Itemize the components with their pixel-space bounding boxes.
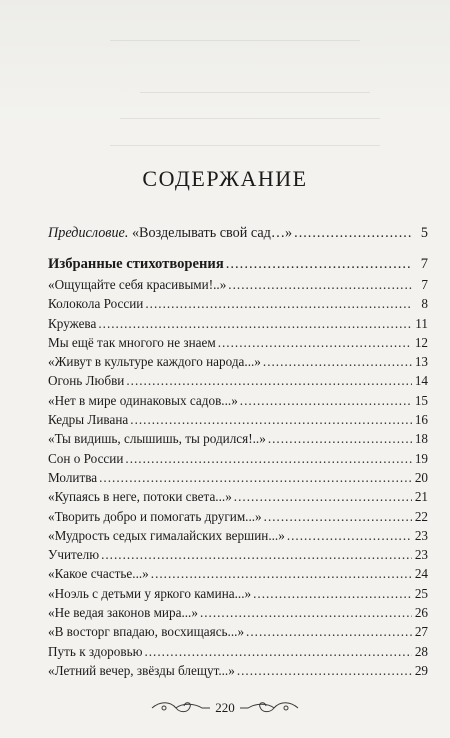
toc-section-row[interactable] [48,253,428,275]
toc-page-number: 7 [420,256,428,272]
toc-page-number: 25 [414,585,428,601]
toc-entry-title [48,222,292,244]
dot-leader [237,661,412,680]
page-number: 220 [211,700,239,716]
dot-leader [234,487,412,506]
dot-leader [228,275,412,294]
toc-page-number: 7 [421,277,428,292]
toc-page-number: 21 [414,489,428,505]
toc-entry-title: Огонь Любви [48,373,125,389]
toc-entry-title: Колокола России [48,296,144,312]
toc-entry-title: Сон о России [48,450,124,466]
dot-leader [246,622,412,641]
toc-entry-title: Мы ещё так многого не знаем [48,334,216,350]
dot-leader [125,449,412,468]
page-title: СОДЕРЖАНИЕ [142,166,308,191]
toc-entry-title: Путь к здоровью [48,643,143,659]
toc-page-number: 16 [414,412,428,428]
toc-page-number: 22 [414,508,428,524]
spacer [48,244,428,253]
toc-page-number: 18 [414,431,428,447]
toc-row[interactable] [48,545,428,564]
toc-entry-title: «Ощущайте себя красивыми!..» [48,277,227,292]
dot-leader [287,526,412,545]
dot-leader [294,222,412,244]
toc-entry-title: «Мудрость седых гималайских вершин...» [48,527,285,543]
toc-page-number: 26 [414,605,428,621]
dot-leader [151,564,412,583]
section-title: Избранные стихотворения [48,256,224,272]
toc-row[interactable] [48,526,428,545]
page-footer [150,697,300,719]
toc-entry-title: «Живут в культуре каждого народа...» [48,354,261,370]
toc-entry-title: «Купаясь в неге, потоки света...» [48,489,232,505]
toc-entry-title: «Ты видишь, слышишь, ты родился!..» [48,431,266,447]
toc-row[interactable] [48,275,428,294]
toc-page-number: 13 [414,354,428,370]
dot-leader [253,584,412,603]
toc-row[interactable] [48,642,428,661]
dot-leader [126,371,412,390]
toc-entry-title: «Творить добро и помогать другим...» [48,508,262,524]
toc-row[interactable] [48,487,428,506]
toc-page-number: 11 [415,315,428,331]
dot-leader [144,642,412,661]
dot-leader [263,352,412,371]
toc-row[interactable] [48,603,428,622]
toc-page-number: 15 [414,392,428,408]
toc-row[interactable] [48,294,428,313]
toc-page-number: 28 [414,643,428,659]
dot-leader [98,314,412,333]
dot-leader [99,468,412,487]
bleed-line [110,145,380,146]
toc-page-number: 8 [421,296,428,312]
table-of-contents [48,222,428,680]
toc-row[interactable] [48,391,428,410]
toc-row[interactable] [48,429,428,448]
preface-title: «Возделывать свой сад…» [131,225,293,241]
toc-page-number: 23 [414,547,428,563]
toc-row[interactable] [48,314,428,333]
dot-leader [130,410,412,429]
bleed-through-area [0,0,450,120]
toc-row[interactable] [48,507,428,526]
toc-entry-title: «Нет в мире одинаковых садов...» [48,392,238,408]
toc-entry-title: Молитва [48,469,98,485]
bleed-line [120,118,380,119]
toc-preface-row[interactable] [48,222,428,244]
toc-entries-list [48,275,428,680]
dot-leader [218,333,412,352]
toc-page-number: 12 [414,334,428,350]
toc-entry-title: «Не ведая законов мира...» [48,605,198,621]
toc-page-number: 20 [414,469,428,485]
toc-page-number: 24 [414,566,428,582]
toc-row[interactable] [48,622,428,641]
toc-row[interactable] [48,352,428,371]
toc-entry-title: Кедры Ливана [48,412,129,428]
toc-row[interactable] [48,468,428,487]
toc-entry-title: Кружева [48,315,97,331]
toc-page-number: 29 [414,662,428,678]
dot-leader [240,391,412,410]
bleed-line [110,40,360,41]
dot-leader [264,507,412,526]
toc-page-number: 27 [414,624,428,640]
toc-row[interactable] [48,661,428,680]
dot-leader [101,545,412,564]
toc-page-number: 19 [414,450,428,466]
toc-entry-title: «В восторг впадаю, восхищаясь...» [48,624,245,640]
toc-row[interactable] [48,333,428,352]
toc-entry-title: Учителю [48,547,100,563]
bleed-line [140,92,370,93]
toc-page-number: 5 [420,225,428,241]
toc-row[interactable] [48,564,428,583]
toc-page-number: 14 [414,373,428,389]
dot-leader [200,603,412,622]
toc-page-number: 23 [414,527,428,543]
toc-row[interactable] [48,449,428,468]
toc-entry-title: «Летний вечер, звёзды блещут...» [48,662,235,678]
toc-entry-title: «Какое счастье...» [48,566,149,582]
toc-row[interactable] [48,584,428,603]
toc-row[interactable] [48,371,428,390]
toc-entry-title: «Ноэль с детьми у яркого камина...» [48,585,252,601]
dot-leader [268,429,412,448]
dot-leader [145,294,412,313]
toc-row[interactable] [48,410,428,429]
preface-label: Предисловие. [48,225,129,241]
dot-leader [226,253,412,275]
